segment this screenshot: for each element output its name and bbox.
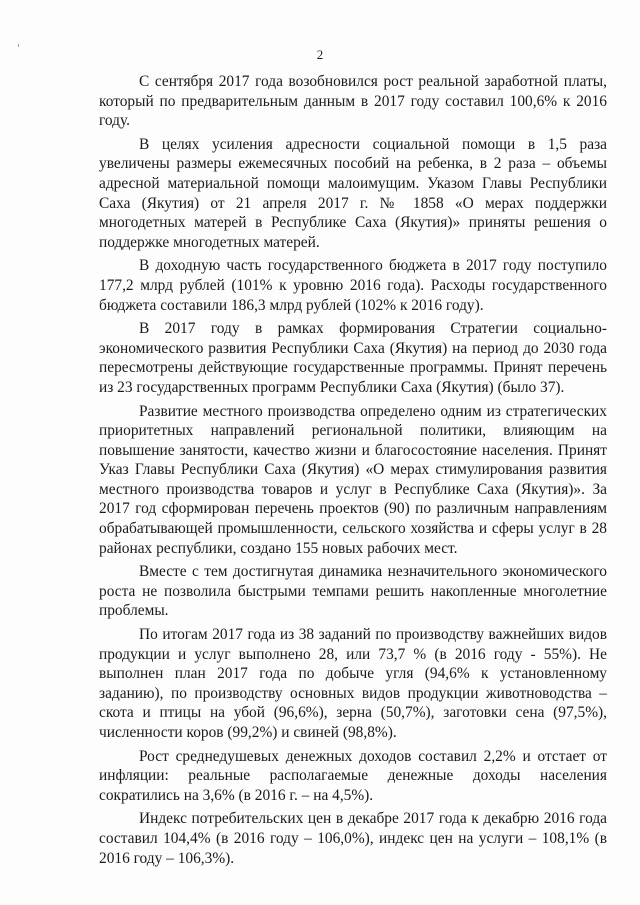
paragraph-state-programs: В 2017 году в рамках формирования Стратегии социально-экономического развития Республики Саха (Якутия) на период до 2030 года пересмотрены действующие государственные программы. Принят перечень из 23 государственных программ Республики Саха (Якутия) (было 37). (99, 320, 607, 396)
paragraph-production-tasks: По итогам 2017 года из 38 заданий по производству важнейших видов продукции и услуг выполнено 28, или 73,7 % (в 2016 году - 55%). Не выполнен план 2017 года по добыче угля (94,6% к установленному заданию), по производству основных видов продукции животноводства – скота и птицы на убой (96,6%), зерна (50,7%), заготовки сена (97,5%), численности коров (99,2%) и свиней (98,8%). (99, 626, 607, 741)
paragraph-local-production: Развитие местного производства определено одним из стратегических приоритетных направлений региональной политики, влияющим на повышение занятости, качество жизни и благосостояние населения. Принят Указ Главы Республики Саха (Якутия) «О мерах стимулирования развития местного производства товаров и услуг в Республике Саха (Якутия)». За 2017 год сформирован перечень проектов (90) по различным направлениям обрабатывающей промышленности, сельского хозяйства и сферы услуг в 28 районах республики, создано 155 новых рабочих мест. (99, 402, 607, 557)
paragraph-economic-growth: Вместе с тем достигнутая динамика незначительного экономического роста не позволила быстрыми темпами решить накопленные многолетние проблемы. (99, 563, 607, 620)
paragraph-wages: С сентября 2017 года возобновился рост реальной заработной платы, который по предварительным данным в 2017 году составил 100,6% к 2016 году. (99, 73, 607, 130)
paragraph-incomes: Рост среднедушевых денежных доходов составил 2,2% и отстает от инфляции: реальные располагаемые денежные доходы населения сократились на 3,6% (в 2016 г. – на 4,5%). (99, 747, 607, 804)
paragraph-social-assistance: В целях усиления адресности социальной помощи в 1,5 раза увеличены размеры ежемесячных пособий на ребенка, в 2 раза – объемы адресной материальной помощи малоимущим. Указом Главы Республики Саха (Якутия) от 21 апреля 2017 г. № 1858 «О мерах поддержки многодетных матерей в Республике Саха (Якутия)» приняты решения о поддержке многодетных матерей. (99, 135, 607, 251)
paragraph-state-budget: В доходную часть государственного бюджета в 2017 году поступило 177,2 млрд рублей (101% к уровню 2016 года). Расходы государственного бюджета составили 186,3 млрд рублей (102% к 2016 году). (99, 257, 607, 314)
document-body (99, 72, 607, 868)
paragraph-consumer-prices: Индекс потребительских цен в декабре 2017 года к декабрю 2016 года составил 104,4% (в 2016 году – 106,0%), индекс цен на услуги – 108,1% (в 2016 году – 106,3%). (99, 810, 607, 867)
page-number: 2 (316, 47, 324, 62)
